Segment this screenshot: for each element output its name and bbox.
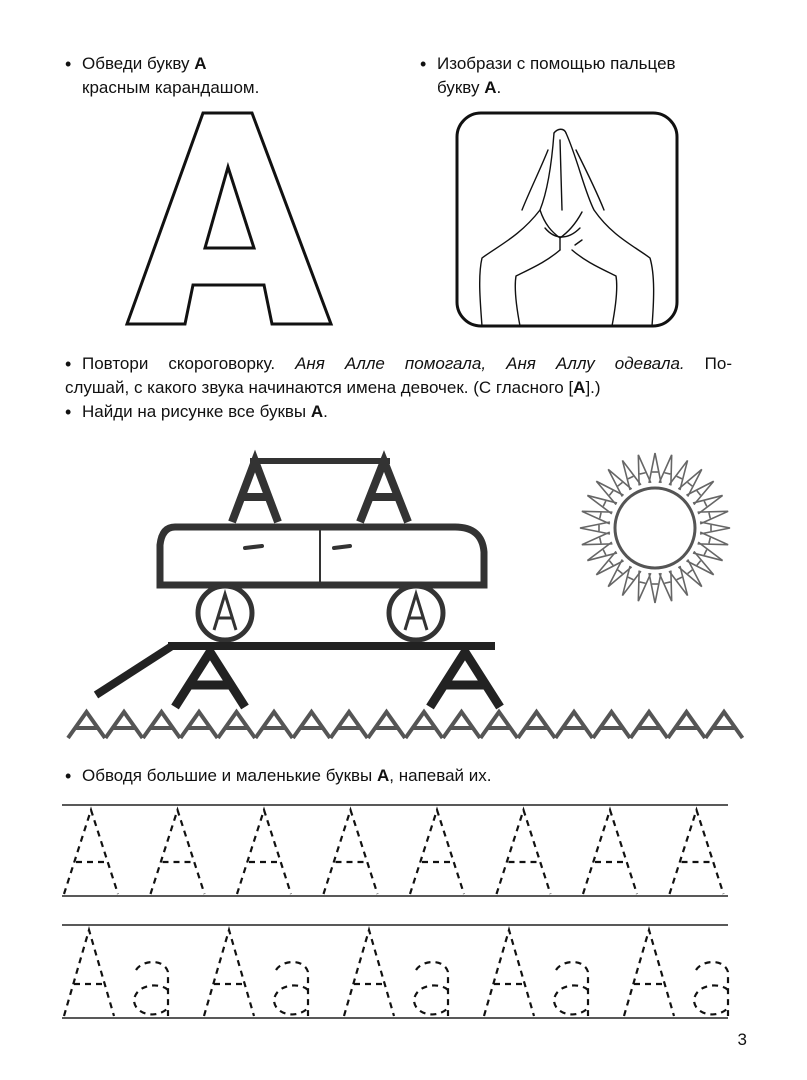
trace-letter-lower-a (414, 962, 448, 1016)
sun-ray-letter-a (669, 458, 693, 490)
sun-ray-letter-a (604, 559, 632, 590)
sun-ray-letter-a (678, 466, 706, 497)
trace-letter-upper-a (344, 930, 394, 1016)
sun-ray-letter-a (659, 571, 677, 603)
sun-ray-letter-a (585, 490, 617, 514)
ground-letter-a (593, 712, 630, 738)
trace-letter-upper-a (324, 810, 378, 894)
trace-letter-upper-a (64, 810, 118, 894)
sun-ray-letter-a (649, 573, 661, 603)
sun-rays (580, 453, 730, 603)
sun-ray-letter-a (698, 532, 730, 550)
trace-letter-lower-a (694, 962, 728, 1016)
task3-text: Повтори скороговорку. (82, 354, 296, 373)
ground-letter-a (143, 712, 180, 738)
task3-sound: А (573, 378, 586, 397)
sun-ray-letter-a (585, 542, 617, 566)
task1-text2: красным карандашом. (82, 78, 260, 97)
task1-instruction (82, 52, 282, 100)
task3-line2: слушай, с какого звука начинаются имена девочек. (С гласного [А].) (65, 378, 601, 397)
ground-letter-a (631, 712, 668, 738)
ground-letter-a (106, 712, 143, 738)
ground-letter-a (443, 712, 480, 738)
sun-ray-letter-a (649, 453, 661, 483)
trace-letter-upper-a (624, 930, 674, 1016)
task1-letter: А (194, 54, 207, 73)
sun-ray-letter-a (632, 454, 650, 486)
task2-letter: А (484, 78, 497, 97)
trace-letter-lower-a (554, 962, 588, 1016)
ground-letter-a (706, 712, 743, 738)
task2-text2: букву (437, 78, 485, 97)
ground-letter-a (406, 712, 443, 738)
sun-ray-letter-a (580, 522, 610, 534)
ground-letter-a (556, 712, 593, 738)
task3-line1: • Повтори скороговорку. Аня Алле помогала, Аня Аллу одевала. По- (82, 354, 733, 373)
sun-ray-letter-a (617, 458, 641, 490)
trace-letter-upper-a (64, 930, 114, 1016)
ground-letter-a (181, 712, 218, 738)
ground-letter-a (68, 712, 105, 738)
task3-instruction (65, 352, 733, 400)
sun-ray-letter-a (693, 490, 725, 514)
sun-ray-letter-a (700, 522, 730, 534)
sun-ray-letter-a (604, 466, 632, 497)
sun-ray-letter-a (581, 532, 613, 550)
sun-ray-letter-a (581, 505, 613, 523)
trace-letter-upper-a (237, 810, 291, 894)
ground-letter-a (331, 712, 368, 738)
sun-ray-letter-a (659, 454, 677, 486)
trace-letter-upper-a (484, 930, 534, 1016)
ground-letter-a (368, 712, 405, 738)
sun-ray-letter-a (593, 477, 624, 505)
task5-letter: А (377, 766, 390, 785)
sun-ray-letter-a (617, 566, 641, 598)
ground-letters-row (68, 712, 743, 738)
trace-letter-upper-a (583, 810, 637, 894)
trace-letter-upper-a (497, 810, 551, 894)
sun-ray-letter-a (593, 551, 624, 579)
sun-ray-letter-a (669, 566, 693, 598)
ground-letter-a (256, 712, 293, 738)
ground-letter-a (518, 712, 555, 738)
tracing-row-mixed (64, 930, 728, 1016)
task2-text: Изобрази с помощью пальцев (437, 54, 676, 73)
sun-ray-letter-a (693, 542, 725, 566)
ground-letter-a (293, 712, 330, 738)
trace-letter-lower-a (134, 962, 168, 1016)
task4-letter: А (310, 402, 324, 421)
sun-ray-letter-a (686, 477, 717, 505)
task4-instruction: • Найди на рисунке все буквы А. (82, 400, 482, 424)
trace-letter-lower-a (274, 962, 308, 1016)
task2-instruction: • Изобрази с помощью пальцев букву А. (437, 52, 723, 100)
tracing-row-uppercase (64, 810, 724, 894)
ground-letter-a (218, 712, 255, 738)
trace-letter-upper-a (670, 810, 724, 894)
task1-text: Обведи букву (82, 54, 195, 73)
trace-letter-upper-a (410, 810, 464, 894)
sun-ray-letter-a (632, 571, 650, 603)
task5-instruction: • Обводя большие и маленькие буквы А, напевай их. (82, 764, 682, 788)
sun-ray-letter-a (686, 551, 717, 579)
ground-letter-a (668, 712, 705, 738)
ground-letter-a (481, 712, 518, 738)
page-number: 3 (737, 1030, 747, 1049)
sun-ray-letter-a (698, 505, 730, 523)
trace-letter-upper-a (204, 930, 254, 1016)
trace-letter-upper-a (151, 810, 205, 894)
tongue-twister: Аня Алле помогала, Аня Аллу одевала. (295, 354, 685, 373)
sun-ray-letter-a (678, 559, 706, 590)
